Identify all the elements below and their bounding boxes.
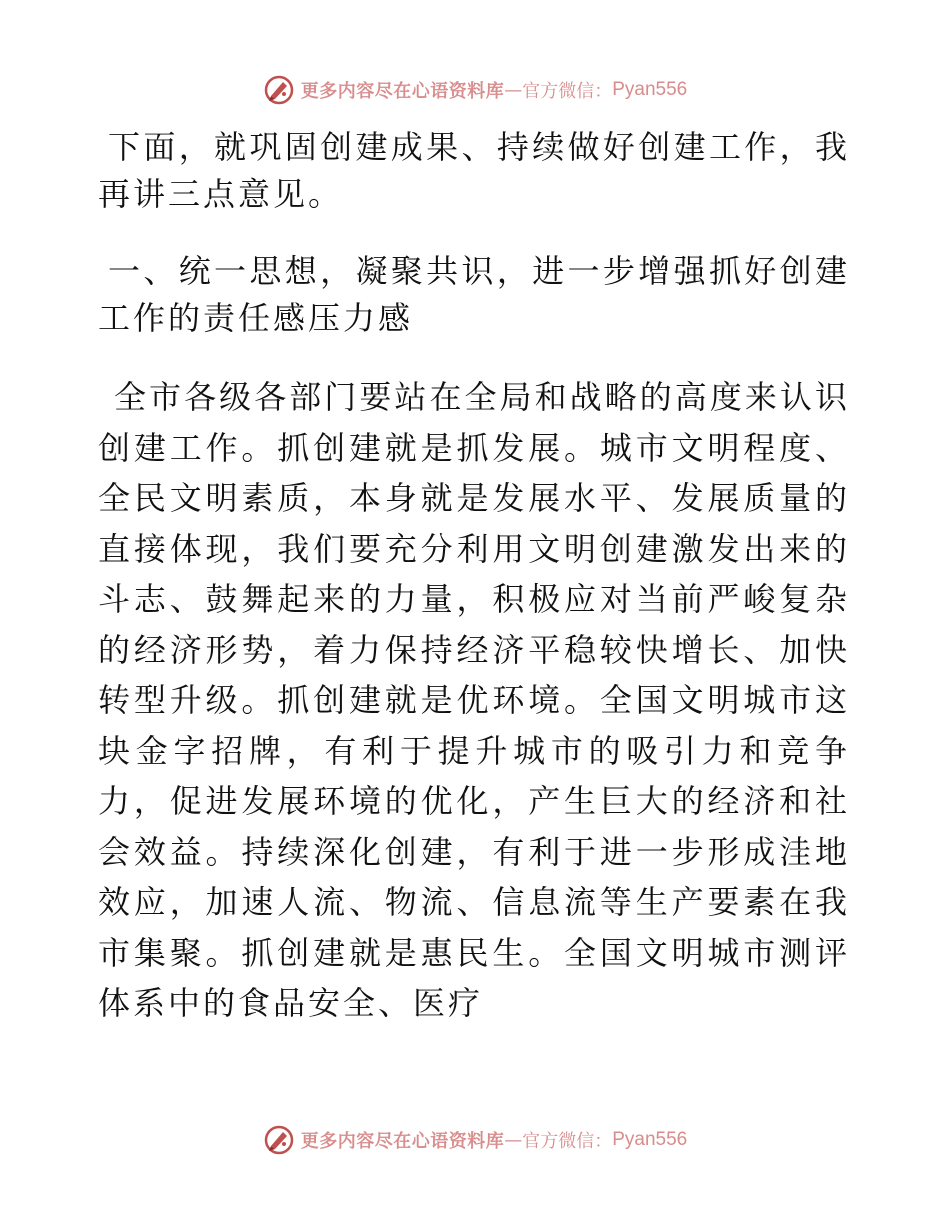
watermark-separator: —: [504, 79, 523, 101]
watermark-text: 更多内容尽在心语资料库: [300, 1131, 505, 1152]
header-watermark: [0, 70, 950, 110]
footer-watermark: [0, 1120, 950, 1160]
watermark-separator: —: [504, 1129, 523, 1151]
pen-logo-icon: [263, 74, 295, 106]
watermark-wechat-label: 官方微信：: [522, 81, 613, 102]
body-paragraph: 全市各级各部门要站在全局和战略的高度来认识创建工作。抓创建就是抓发展。城市文明程度、全民文明素质，本身就是发展水平、发展质量的直接体现，我们要充分利用文明创建激发出来的斗志、鼓舞起来的力量，积极应对当前严峻复杂的经济形势，着力保持经济平稳较快增长、加快转型升级。抓创建就是优环境。全国文明城市这块金字招牌，有利于提升城市的吸引力和竞争力，促进发展环境的优化，产生巨大的经济和社会效益。持续深化创建，有利于进一步形成洼地效应，加速人流、物流、信息流等生产要素在我市集聚。抓创建就是惠民生。全国文明城市测评体系中的食品安全、医疗: [98, 378, 850, 1022]
watermark-wechat-label: 官方微信：: [522, 1131, 613, 1152]
watermark-wechat-id: Pyan556: [612, 1129, 688, 1150]
section-heading: 一、统一思想，凝聚共识，进一步增强抓好创建工作的责任感压力感: [98, 252, 850, 337]
watermark-text: 更多内容尽在心语资料库: [300, 81, 505, 102]
intro-paragraph: 下面，就巩固创建成果、持续做好创建工作，我再讲三点意见。: [98, 128, 850, 213]
pen-logo-icon: [263, 1124, 295, 1156]
watermark-wechat-id: Pyan556: [612, 79, 688, 100]
document-body: [98, 124, 850, 1029]
